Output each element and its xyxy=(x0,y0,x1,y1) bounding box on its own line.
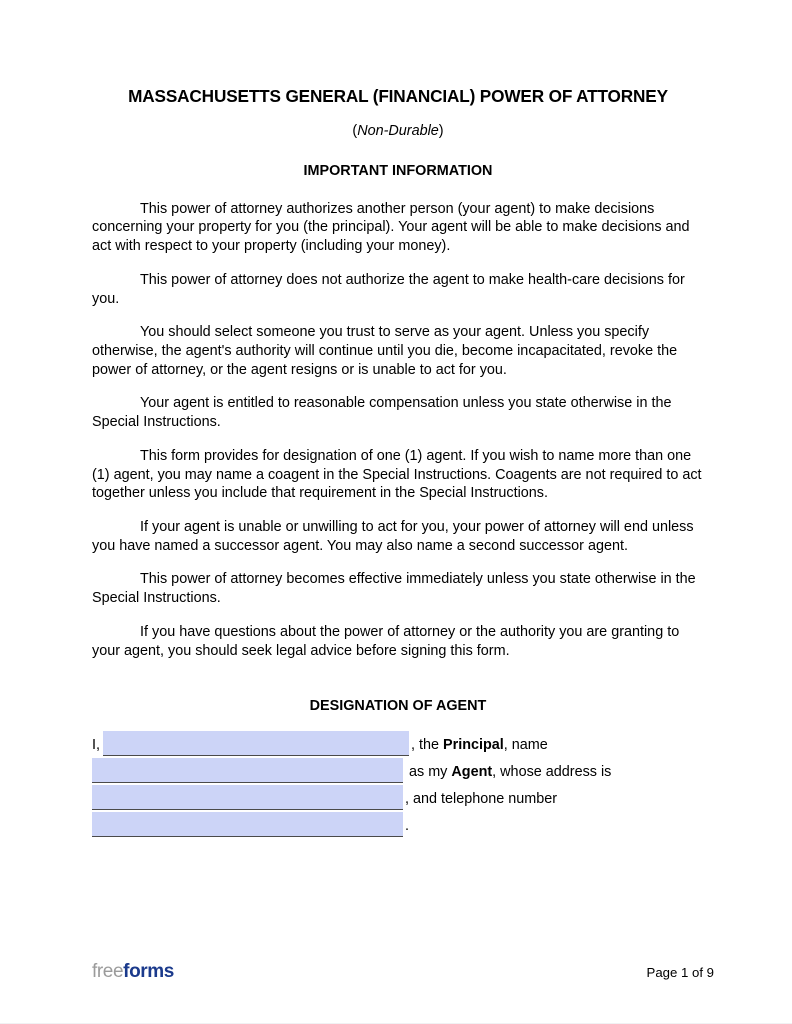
row-tail-agent xyxy=(403,763,611,784)
agent-name-field[interactable] xyxy=(92,758,403,783)
logo-text-free: free xyxy=(92,961,124,982)
tail-pre-1: , the xyxy=(411,736,443,753)
agent-telephone-field[interactable] xyxy=(92,812,403,837)
row-lead-i: I, xyxy=(92,736,100,753)
form-row-agent-address xyxy=(92,783,704,810)
form-row-agent-telephone xyxy=(92,810,704,837)
paragraph-7: This power of attorney becomes effective immediately unless you state otherwise in the Special Instructions. xyxy=(92,571,696,607)
subtitle-open-paren: ( xyxy=(352,122,358,139)
section-heading-designation-of-agent: DESIGNATION OF AGENT xyxy=(309,698,487,715)
label-principal: Principal xyxy=(443,736,504,753)
paragraph-4: Your agent is entitled to reasonable compensation unless you state otherwise in the Special Instructions. xyxy=(92,395,672,431)
document-subtitle xyxy=(92,107,704,140)
form-row-agent-name xyxy=(92,756,704,783)
section-heading-important-information: IMPORTANT INFORMATION xyxy=(303,162,493,179)
paragraph-2: This power of attorney does not authorize the agent to make health-care decisions for you. xyxy=(92,271,685,307)
page-number: Page 1 of 9 xyxy=(646,965,714,980)
paragraph-5: This form provides for designation of one (1) agent. If you wish to name more than one (1) agent, you may name a coagent in the Special Instructions. Coagents are not required to act together unless you include that requirement in the Special Instructions. xyxy=(92,447,702,502)
row-tail-period: . xyxy=(405,817,409,834)
row-tail-principal xyxy=(409,736,548,757)
paragraph-6: If your agent is unable or unwilling to act for you, your power of attorney will end unless you have named a successor agent. You may also name a second successor agent. xyxy=(92,518,694,554)
subtitle-close-paren: ) xyxy=(438,122,444,139)
row-tail-telephone: , and telephone number xyxy=(405,790,558,807)
agent-address-field[interactable] xyxy=(92,785,403,810)
label-agent: Agent xyxy=(451,763,493,780)
designation-of-agent-form xyxy=(92,715,704,837)
paragraph-8: If you have questions about the power of attorney or the authority you are granting to your agent, you should seek legal advice before signing this form. xyxy=(92,623,680,659)
paragraph-3: You should select someone you trust to serve as your agent. Unless you specify otherwise, the agent's authority will continue until you die, become incapacitated, revoke the power of attorney, or the agent resigns or is unable to act for you. xyxy=(92,324,678,378)
freeforms-logo xyxy=(92,962,174,981)
page-title: MASSACHUSETTS GENERAL (FINANCIAL) POWER OF ATTORNEY xyxy=(128,86,668,106)
form-row-principal-name xyxy=(92,729,704,756)
tail-post-2: , whose address is xyxy=(492,763,612,780)
subtitle-text: Non-Durable xyxy=(357,122,439,139)
principal-name-field[interactable] xyxy=(103,731,409,756)
tail-pre-2: as my xyxy=(405,763,452,780)
page-content xyxy=(92,0,704,837)
paragraph-1: This power of attorney authorizes another person (your agent) to make decisions concerning your property for you (the principal). Your agent will be able to make decisions and act with respect to your property (including your money). xyxy=(92,200,690,255)
page-footer xyxy=(92,962,714,981)
tail-post-1: , name xyxy=(503,736,548,753)
logo-text-forms: forms xyxy=(123,961,174,982)
